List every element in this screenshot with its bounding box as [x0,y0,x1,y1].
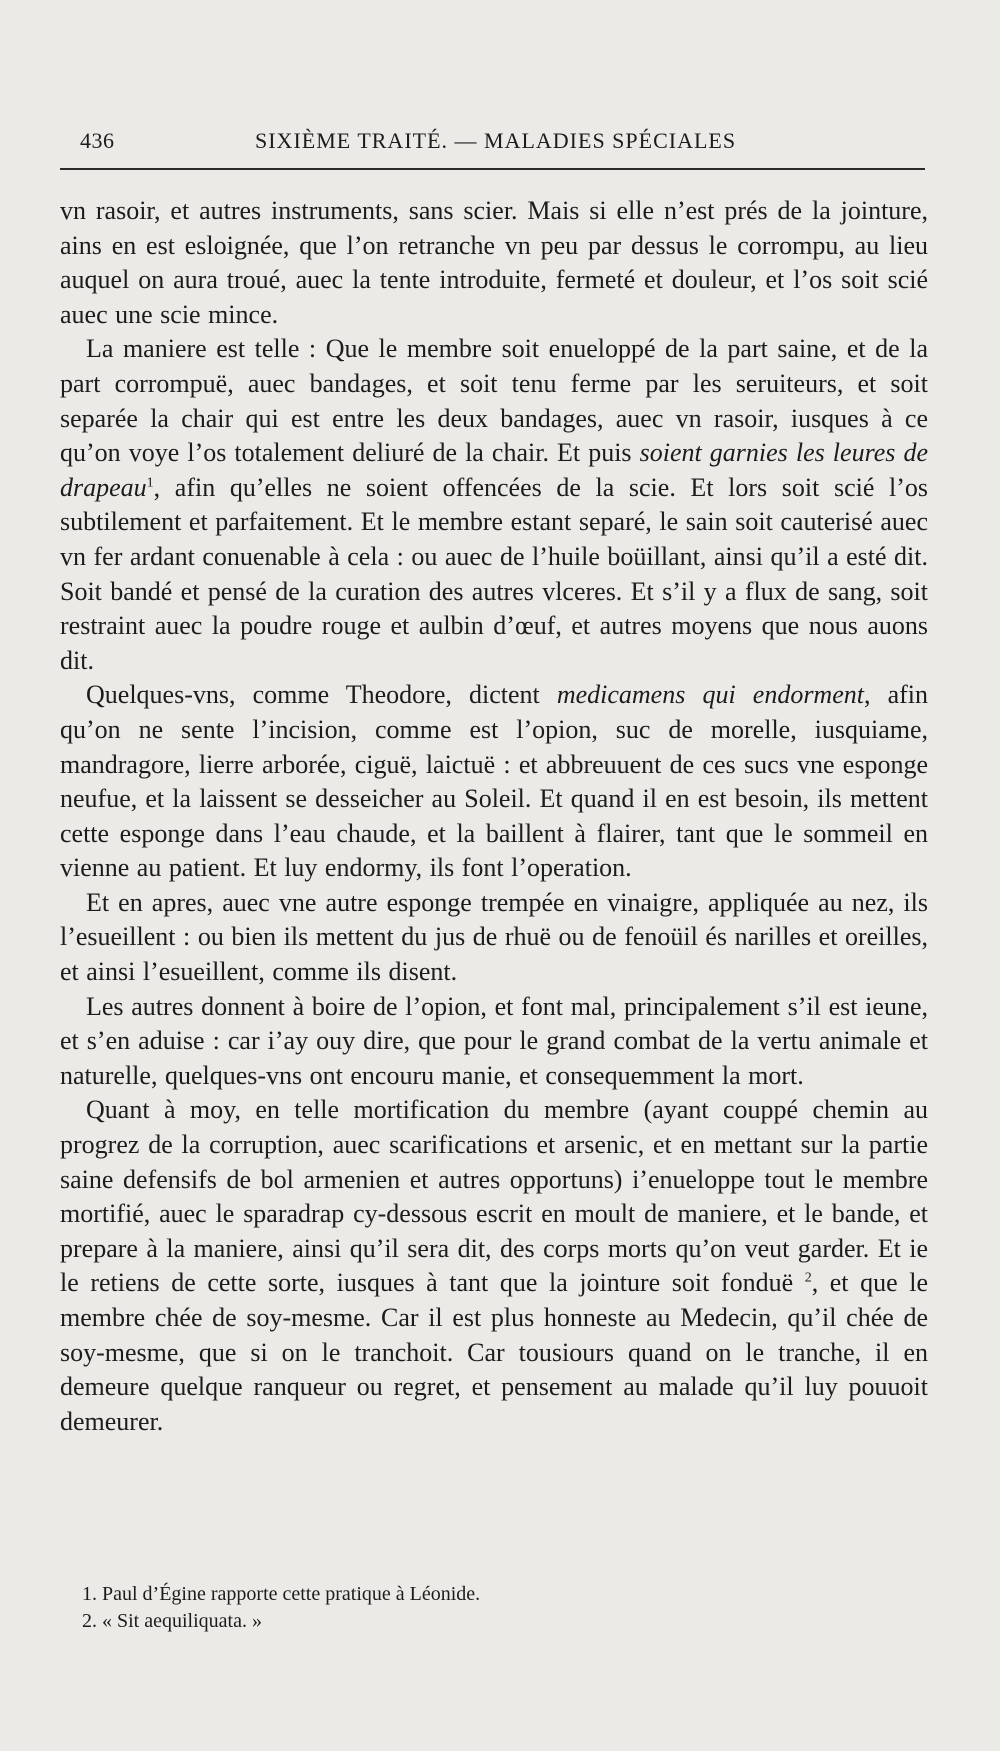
italic-text: medicamens qui endorment [556,680,864,710]
paragraph [60,194,928,332]
page-number: 436 [80,128,115,153]
body-text [60,194,928,1439]
text-segment: , et que le membre chée de soy-mesme. Car il est plus honneste au Medecin, qu’il chée de soy-mesme, que si on le tranchoit. Car tousiours quand on le tranche, il en demeure quelque ranqueur ou regret, et pensement au malade qu’il luy pouuoit demeurer. [60,1268,928,1436]
text-segment: , afin qu’elles ne soient offencées de la scie. Et lors soit scié l’os subtilement et parfaitement. Et le membre estant separé, le sain soit cauterisé auec vn fer ardant conuenable à cela : ou auec de l’huile boüillant, ainsi qu’il a esté dit. Soit bandé et pensé de la curation des autres vlceres. Et s’il y a flux de sang, soit restraint auec la poudre rouge et aulbin d’œuf, et autres moyens que nous auons dit. [60,472,928,675]
paragraph [60,886,928,990]
page-header [80,128,920,164]
paragraph [60,678,928,886]
italic-text: soient garnies les leures de drapeau [60,438,928,502]
text-segment: Quelques-vns, comme Theodore, dictent [86,680,557,710]
text-segment: Les autres donnent à boire de l’opion, et font mal, principalement s’il est ieune, et s’en aduise : car i’ay ouy dire, que pour le grand combat de la vertu animale et naturelle, quelques-vns ont encouru manie, et consequemment la mort. [60,991,928,1090]
header-rule [60,168,925,170]
paragraph [60,332,928,678]
footnote-ref: 2 [804,1270,812,1286]
footnote-2: 2. « Sit aequiliquata. » [82,1610,262,1632]
footnote-ref: 1 [146,475,154,491]
text-segment: , afin qu’on ne sente l’incision, comme est l’opion, suc de morelle, iusquiame, mandragore, lierre arborée, ciguë, laictuë : et abbreuuent de ces sucs vne esponge neufue, et la laissent se desseicher au Soleil. Et quand il en est besoin, ils mettent cette esponge dans l’eau chaude, et la baillent à flairer, tant que le sommeil en vienne au patient. Et luy endormy, ils font l’operation. [60,680,929,883]
footnote-1: 1. Paul d’Égine rapporte cette pratique à Léonide. [82,1583,481,1605]
running-title: SIXIÈME TRAITÉ. — MALADIES SPÉCIALES [255,128,737,153]
footnotes [82,1581,902,1635]
paragraph [60,1093,928,1439]
text-segment: Quant à moy, en telle mortification du membre (ayant couppé chemin au progrez de la corruption, auec scarifications et arsenic, et en mettant sur la partie saine defensifs de bol armenien et autres opportuns) i’enueloppe tout le membre mortifié, auec le sparadrap cy-dessous escrit en moult de maniere, et le bande, et prepare à la maniere, ainsi qu’il sera dit, des corps morts qu’on veut garder. Et ie le retiens de cette sorte, iusques à tant que la jointure soit fonduë [60,1095,928,1298]
text-segment: vn rasoir, et autres instruments, sans scier. Mais si elle n’est prés de la jointure, ains en est esloignée, que l’on retranche vn peu par dessus le corrompu, au lieu auquel on aura troué, auec la tente introduite, fermeté et douleur, et l’os soit scié auec une scie mince. [60,196,928,329]
paragraph [60,990,928,1094]
text-segment: Et en apres, auec vne autre esponge trempée en vinaigre, appliquée au nez, ils l’esueillent : ou bien ils mettent du jus de rhuë ou de fenoüil és narilles et oreilles, et ainsi l’esueillent, comme ils disent. [60,887,928,987]
text-segment: La maniere est telle : Que le membre soit enueloppé de la part saine, et de la part corrompuë, auec bandages, et soit tenu ferme par les seruiteurs, et soit separée la chair qui est entre les deux bandages, auec vn rasoir, iusques à ce qu’on voye l’os totalement deliuré de la chair. Et puis [60,334,928,468]
